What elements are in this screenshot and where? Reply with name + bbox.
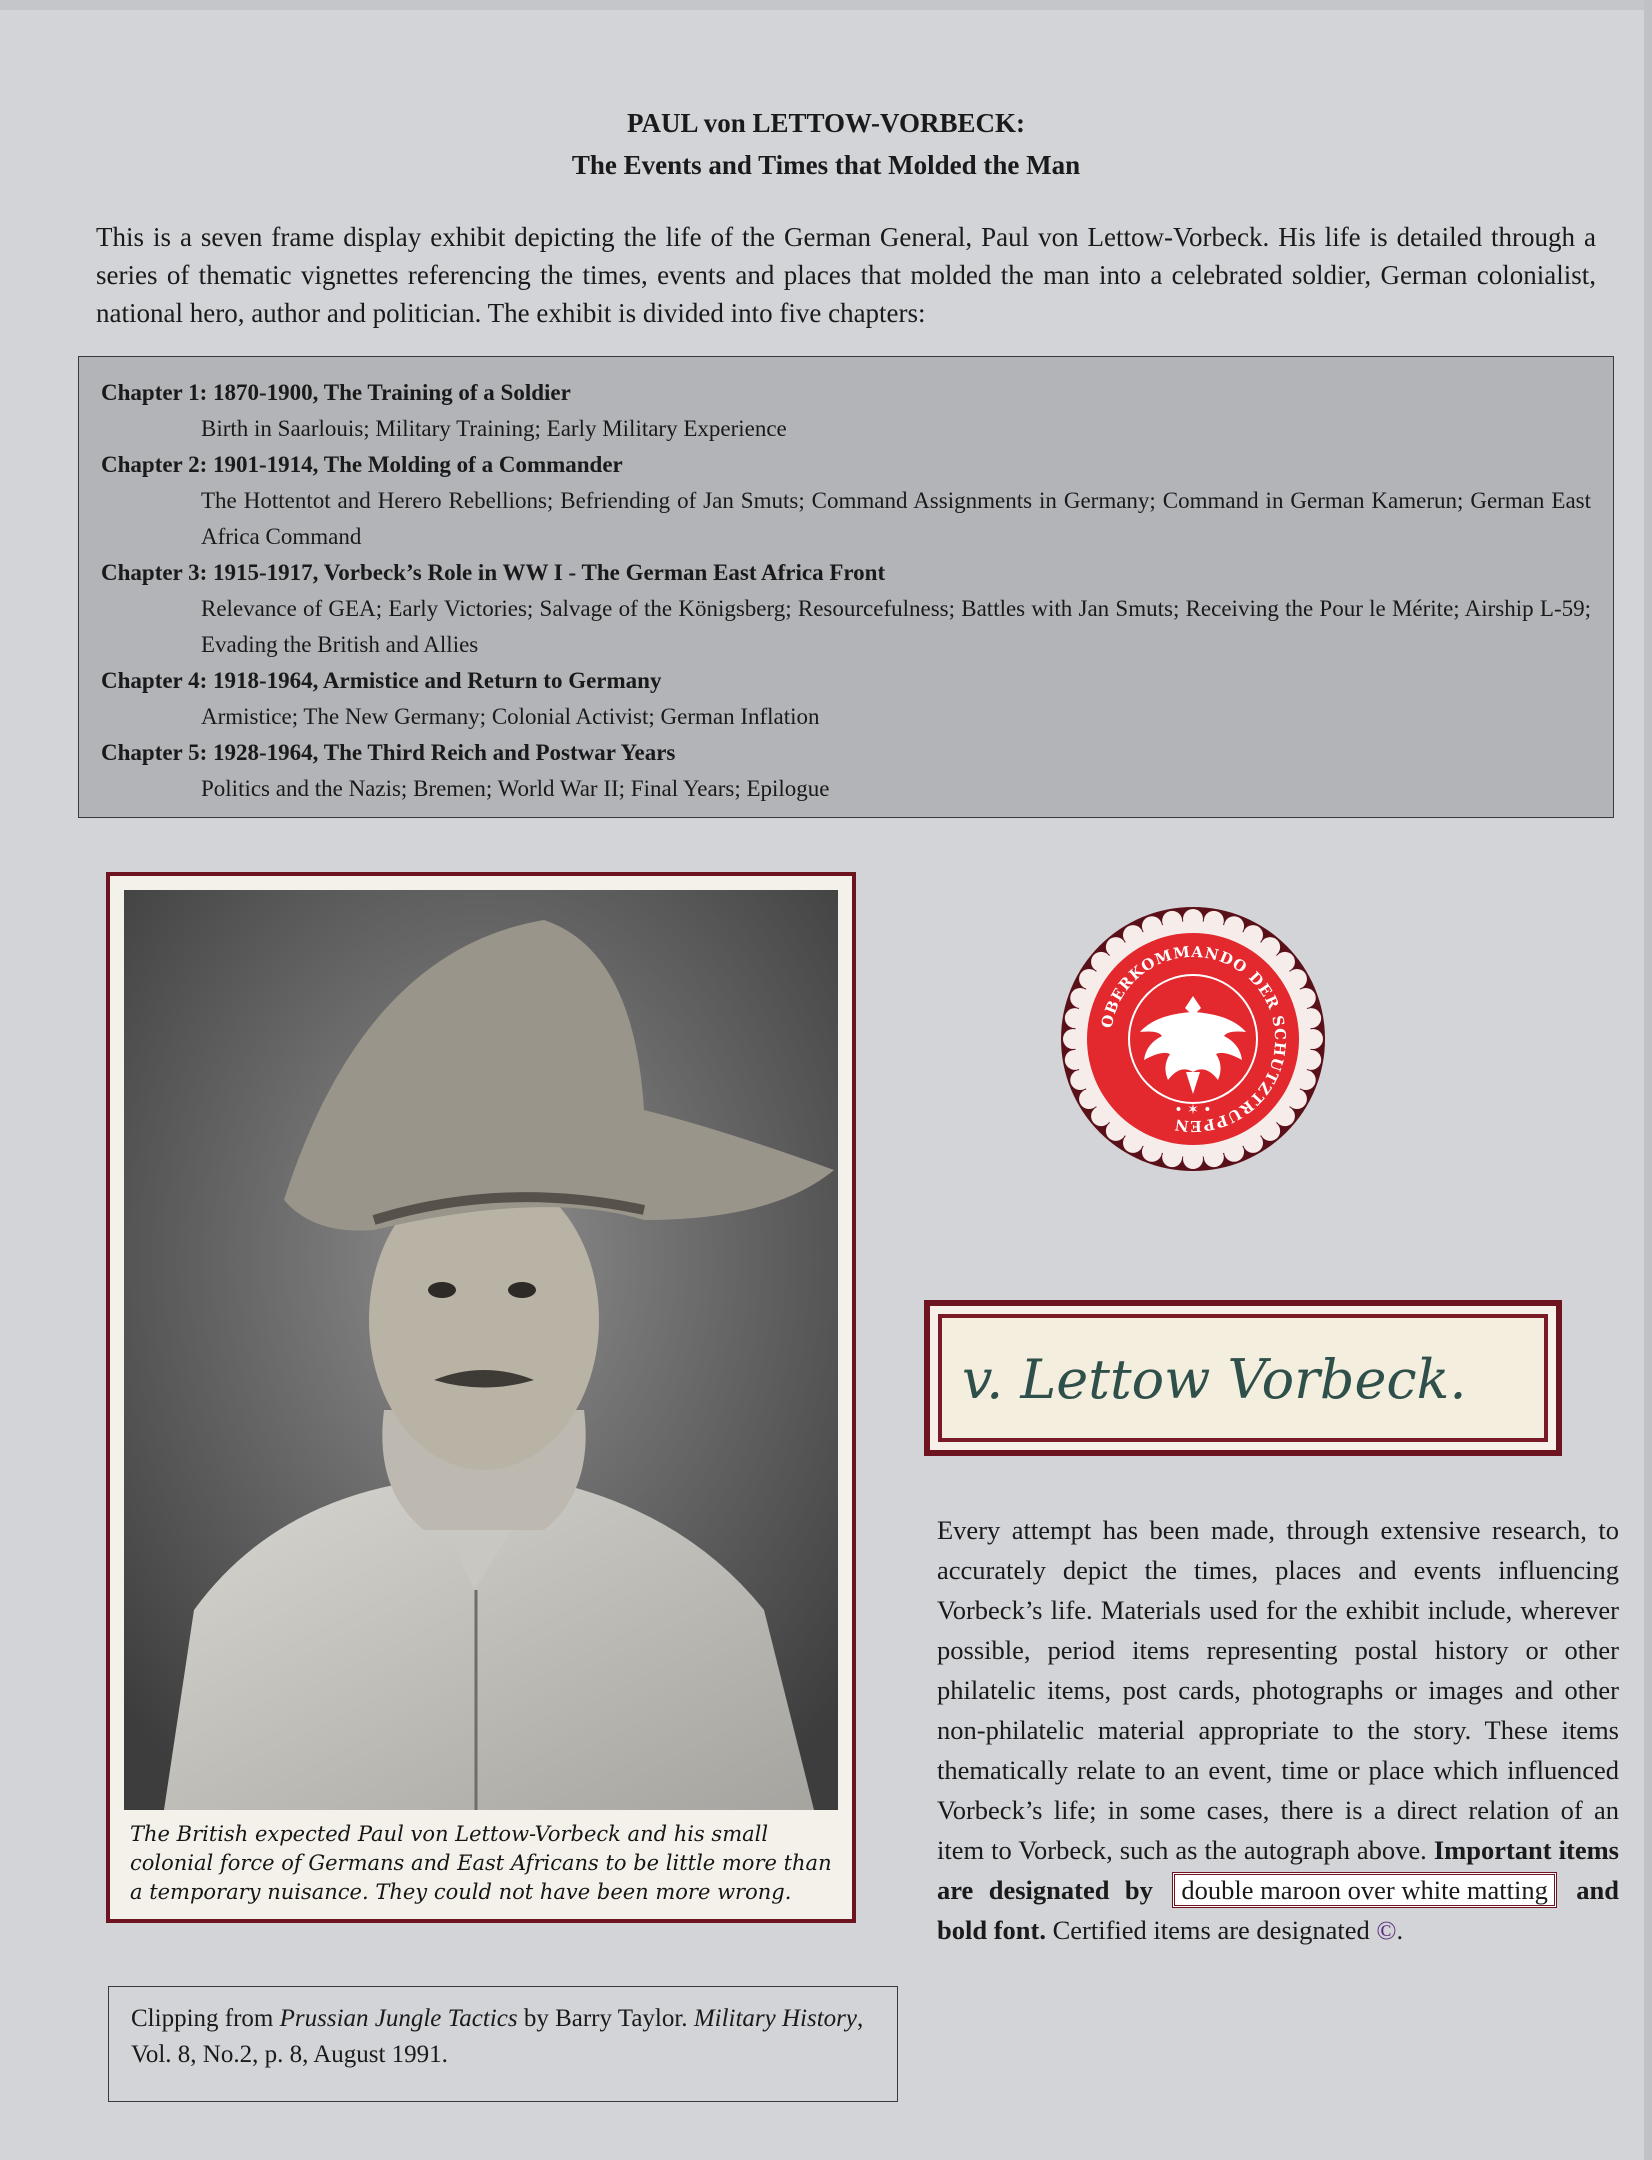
seal-scallop [1065, 1050, 1085, 1070]
chapter-description: Relevance of GEA; Early Victories; Salvage of the Königsberg; Resourcefulness; Battles with Jan Smuts; Receiving the Pour le Mérite; Airship L-59; Evading the British and Allies [201, 596, 1591, 657]
seal-scallop [1106, 937, 1126, 957]
seal-scallop [1287, 1089, 1307, 1109]
seal-scallop [1224, 1142, 1244, 1162]
clipping-source-box [108, 1986, 898, 2102]
signature-text: v. Lettow Vorbeck. [962, 1348, 1467, 1411]
seal-scallop [1106, 1121, 1126, 1141]
clipping-author: by Barry Taylor. [517, 2005, 694, 2032]
chapter-4 [101, 663, 1591, 735]
chapter-1 [101, 375, 1591, 447]
seal-scallop [1287, 969, 1307, 989]
seal-scallop [1243, 1133, 1263, 1153]
chapter-title: Chapter 1: 1870-1900, The Training of a Soldier [101, 380, 571, 405]
page-right-edge [1644, 0, 1652, 2160]
seal-scallop [1275, 952, 1295, 972]
chapter-3 [101, 555, 1591, 663]
chapter-description: The Hottentot and Herero Rebellions; Befriending of Jan Smuts; Command Assignments in Germany; Command in German Kamerun; German East Africa Command [201, 488, 1591, 549]
notes-body: Every attempt has been made, through extensive research, to accurately depict the times, places and events influencing Vorbeck’s life. Materials used for the exhibit include, wherever possible, period items representing postal history or other philatelic items, post cards, photographs or images and other non-philatelic material appropriate to the story. These items thematically relate to an event, time or place which influenced Vorbeck’s life; in some cases, there is a direct relation of an item to Vorbeck, such as the autograph above. [937, 1515, 1619, 1865]
certified-mark: © [1376, 1915, 1397, 1945]
seal-scallop [1079, 1089, 1099, 1109]
portrait-caption: The British expected Paul von Lettow-Vorbeck and his small colonial force of Germans and East Africans to be little more than a temporary nuisance. They could not have been more wrong. [130, 1822, 832, 1904]
notes-certified: Certified items are designated [1045, 1915, 1377, 1945]
seal-scallop [1260, 1121, 1280, 1141]
schutztruppen-seal [1058, 904, 1328, 1174]
portrait-illustration [124, 890, 838, 1810]
seal-scallop [1079, 969, 1099, 989]
chapter-description: Armistice; The New Germany; Colonial Activist; German Inflation [201, 704, 820, 729]
seal-graphic [1058, 904, 1328, 1174]
seal-scallop [1260, 937, 1280, 957]
seal-scallop [1301, 1008, 1321, 1028]
seal-scallop [1142, 1142, 1162, 1162]
seal-scallop [1275, 1106, 1295, 1126]
seal-scallop [1123, 1133, 1143, 1153]
portrait-photo [124, 890, 838, 1810]
seal-scallop [1063, 1029, 1083, 1049]
page-title [0, 102, 1652, 186]
seal-scallop [1142, 916, 1162, 936]
notes-bold-font: bold font. [937, 1915, 1046, 1945]
seal-scallop [1296, 1070, 1316, 1090]
chapter-2 [101, 447, 1591, 555]
seal-scallop [1162, 911, 1182, 931]
clipping-book-title: Prussian Jungle Tactics [279, 2005, 518, 2032]
seal-scallop [1204, 1147, 1224, 1167]
intro-paragraph: This is a seven frame display exhibit depicting the life of the German General, Paul von Lettow-Vorbeck. His life is detailed through a series of thematic vignettes referencing the times, events and places that molded the man into a celebrated soldier, German colonialist, national hero, author and politician. The exhibit is divided into five chapters: [96, 222, 1596, 328]
seal-scallop [1183, 909, 1203, 929]
chapter-title: Chapter 2: 1901-1914, The Molding of a Commander [101, 452, 623, 477]
seal-scallop [1301, 1050, 1321, 1070]
title-line-2: The Events and Times that Molded the Man [571, 150, 1081, 180]
title-line-1: PAUL von LETTOW-VORBECK: [626, 108, 1026, 138]
seal-scallop [1224, 916, 1244, 936]
seal-scallop [1162, 1147, 1182, 1167]
portrait-clipping [110, 876, 852, 1919]
seal-scallop [1070, 988, 1090, 1008]
autograph-card [938, 1314, 1548, 1442]
seal-scallop [1204, 911, 1224, 931]
chapter-title: Chapter 4: 1918-1964, Armistice and Return to Germany [101, 668, 662, 693]
seal-scallop [1183, 1149, 1203, 1169]
seal-scallop [1091, 1106, 1111, 1126]
portrait-clipping-mat [106, 872, 856, 1923]
notes-and: and [1576, 1875, 1619, 1905]
seal-scallop [1303, 1029, 1323, 1049]
clipping-prefix: Clipping from [131, 2005, 280, 2032]
notes-end: . [1396, 1915, 1404, 1945]
seal-scallop [1070, 1070, 1090, 1090]
matting-example: double maroon over white matting [1172, 1872, 1557, 1908]
seal-scallop [1296, 988, 1316, 1008]
chapter-title: Chapter 5: 1928-1964, The Third Reich and Postwar Years [101, 740, 676, 765]
autograph-mat [924, 1300, 1562, 1456]
chapter-description: Politics and the Nazis; Bremen; World War II; Final Years; Epilogue [201, 776, 830, 801]
seal-scallop [1065, 1008, 1085, 1028]
seal-text: OBERKOMMANDO DER SCHUTZTRUPPEN [1097, 942, 1290, 1136]
chapter-description: Birth in Saarlouis; Military Training; Early Military Experience [201, 416, 787, 441]
autograph-signature [942, 1318, 1544, 1434]
notes-paragraph [937, 1510, 1619, 1950]
clipping-journal: Military History [693, 2005, 857, 2032]
clipping-citation: , Vol. 8, No.2, p. 8, August 1991. [131, 2005, 864, 2068]
seal-stars: • ✶ • [1174, 1102, 1212, 1118]
seal-scallop [1091, 952, 1111, 972]
seal-scallop [1243, 925, 1263, 945]
seal-scallop [1123, 925, 1143, 945]
chapter-list-box [78, 356, 1614, 818]
chapter-title: Chapter 3: 1915-1917, Vorbeck’s Role in WW I - The German East Africa Front [101, 560, 886, 585]
chapter-5 [101, 735, 1591, 807]
notes-important: Important items are designated by [937, 1835, 1619, 1905]
page-top-edge [0, 0, 1652, 10]
